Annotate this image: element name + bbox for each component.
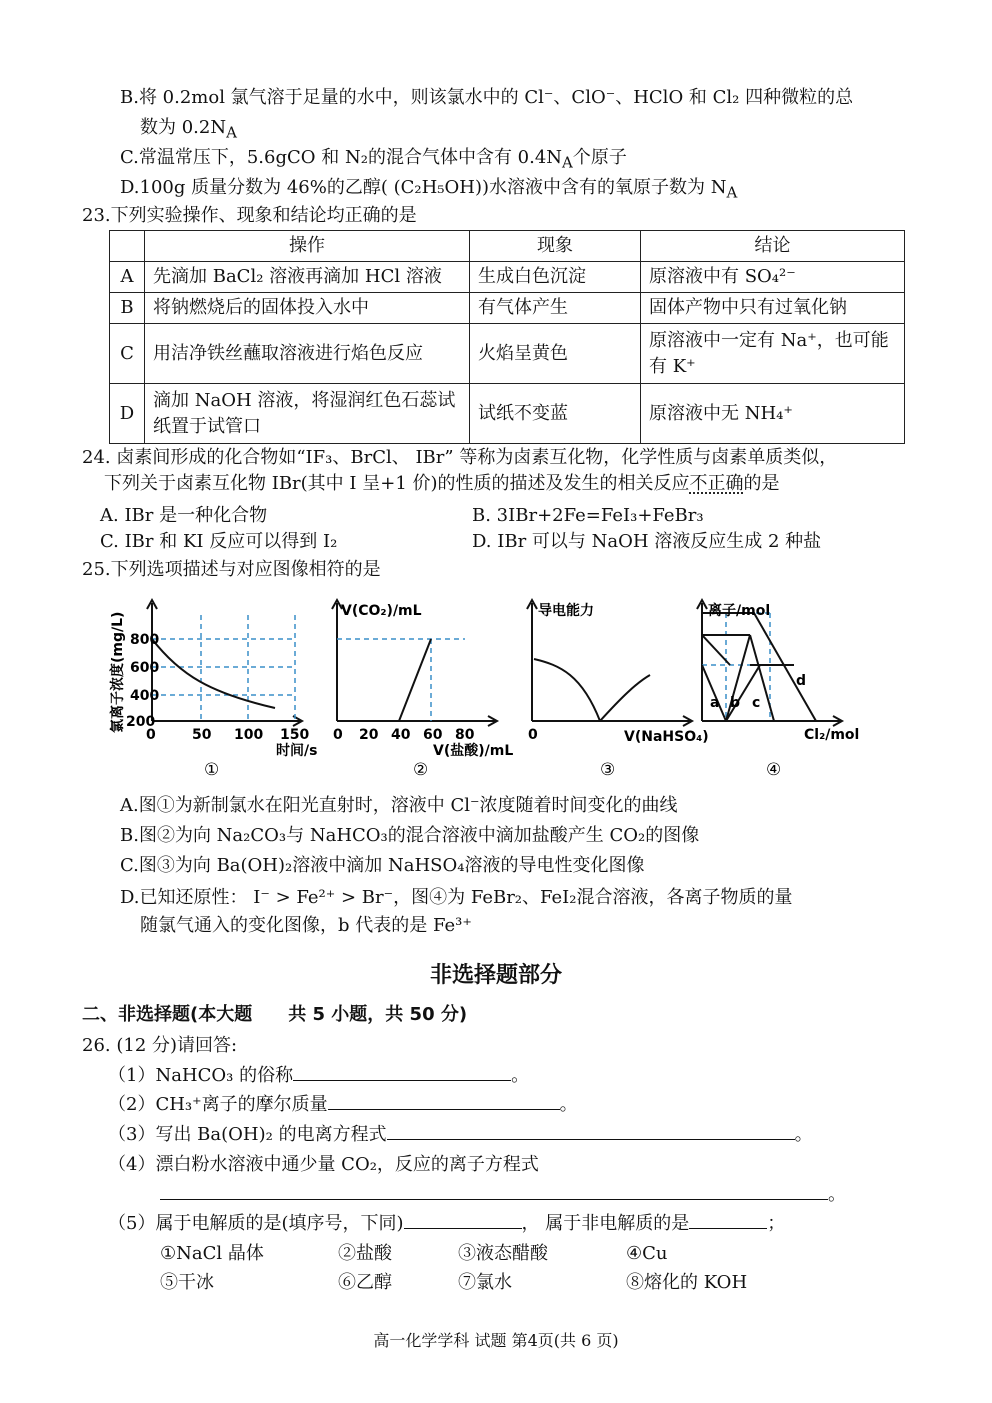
row-conclusion: 原溶液中有 SO₄²⁻ [641,262,905,293]
q26-sub1-answer-blank[interactable] [293,1064,511,1081]
g3-number: ③ [600,760,616,780]
g1-xtick-50: 50 [192,727,212,743]
q25-option-d-line1: D.已知还原性： I⁻ > Fe²⁺ > Br⁻，图④为 FeBr₂、FeI₂混合溶液，各离子物质的量 [120,887,793,908]
row-operation: 将钠燃烧后的固体投入水中 [145,293,470,324]
g1-xtick-100: 100 [234,727,264,743]
row-operation: 滴加 NaOH 溶液，将湿润红色石蕊试纸置于试管口 [145,384,470,444]
q25-option-b: B.图②为向 Na₂CO₃与 NaHCO₃的混合溶液中滴加盐酸产生 CO₂的图像 [120,825,700,846]
graph-3 [520,595,709,785]
q26-item-8: ⑧熔化的 KOH [626,1272,748,1293]
g4-xlabel: Cl₂/mol [804,727,860,743]
section-title: 非选择题部分 [429,963,562,988]
g1-ytick-600: 600 [130,660,160,676]
g1-ylabel: 氯离子浓度(mg/L) [110,611,126,733]
row-conclusion: 固体产物中只有过氧化钠 [641,293,905,324]
g4-curve-b: b [730,695,741,711]
q26-sub4: （4）漂白粉水溶液中通少量 CO₂，反应的离子方程式 [108,1154,539,1175]
row-phenomenon: 有气体产生 [470,293,641,324]
q26-sub5-semicolon: ； [767,1213,786,1234]
q22-option-d-text: D.100g 质量分数为 46%的乙醇( (C₂H₅OH))水溶液中含有的氧原子数为 N [120,177,727,198]
table-row [110,262,905,293]
q24-option-d: D. IBr 可以与 NaOH 溶液反应生成 2 种盐 [472,531,822,552]
q24-stem-line1: 24. 卤素间形成的化合物如“IF₃、BrCl、 IBr” 等称为卤素互化物，化学性质与卤素单质类似， [82,447,838,468]
header-conclusion: 结论 [641,231,905,262]
q26-sub3-text: （3）写出 Ba(OH)₂ 的电离方程式 [108,1124,387,1145]
q26-sub3 [108,1123,813,1147]
row-operation: 用洁净铁丝蘸取溶液进行焰色反应 [145,324,470,384]
q26-sub2-text: （2）CH₃⁺离子的摩尔质量 [108,1094,328,1115]
row-label: B [110,293,145,324]
q26-item-1: ①NaCl 晶体 [160,1243,264,1264]
q22-option-d [120,176,737,205]
header-blank [110,231,145,262]
g4-number: ④ [766,760,782,780]
q22-option-b-text: 数为 0.2N [140,117,227,138]
q26-item-7: ⑦氯水 [458,1272,512,1293]
g1-ytick-800: 800 [130,632,160,648]
g4-curve-c: c [752,695,761,711]
row-conclusion: 原溶液中无 NH₄⁺ [641,384,905,444]
table-row [110,324,905,384]
q22-option-c [120,146,627,175]
q26-sub3-answer-blank[interactable] [387,1123,795,1140]
q26-sub5-text2: ， 属于非电解质的是 [521,1213,690,1234]
q26-sub1-period: 。 [511,1065,530,1086]
g4-curve-a: a [710,695,720,711]
q24-stem-line2 [104,472,780,496]
q26-sub2 [108,1093,578,1117]
page-footer: 高一化学学科 试题 第4页(共 6 页) [373,1331,619,1350]
g1-xlabel: 时间/s [276,743,318,759]
table-row [110,384,905,444]
q26-item-3: ③液态醋酸 [458,1243,548,1264]
q26-sub2-period: 。 [559,1094,578,1115]
header-operation: 操作 [145,231,470,262]
q24-option-a: A. IBr 是一种化合物 [100,505,268,526]
q26-sub3-period: 。 [794,1124,813,1145]
graph-4 [690,595,880,785]
q26-sub5-nonelectrolyte-blank[interactable] [689,1212,767,1229]
q22-option-b-line1: B.将 0.2mol 氯气溶于足量的水中，则该氯水中的 Cl⁻、ClO⁻、HClO 和 Cl₂ 四种微粒的总 [120,87,854,108]
g2-xlabel: V(盐酸)/mL [433,743,514,759]
q24-option-c: C. IBr 和 KI 反应可以得到 I₂ [100,531,338,552]
g1-xtick-150: 150 [280,727,310,743]
q26-sub4-answer-blank[interactable] [160,1183,828,1200]
g1-xtick-0: 0 [146,727,156,743]
q25-stem: 25.下列选项描述与对应图像相符的是 [82,559,381,580]
q26-sub5-text: （5）属于电解质的是(填序号，下同) [108,1213,404,1234]
q26-item-6: ⑥乙醇 [338,1272,392,1293]
q26-sub4-answer-line [160,1183,846,1207]
row-conclusion: 原溶液中一定有 Na⁺，也可能有 K⁺ [641,324,905,384]
table-row [110,293,905,324]
q26-sub4-period: 。 [828,1184,846,1205]
g3-ylabel: 导电能力 [538,603,594,619]
row-label: A [110,262,145,293]
graph-1 [100,595,318,785]
q26-sub1 [108,1064,529,1088]
row-label: C [110,324,145,384]
q26-item-2: ②盐酸 [338,1243,392,1264]
g1-ytick-400: 400 [130,688,160,704]
q23-table [109,230,905,444]
part2-heading: 二、非选择题(本大题 共 5 小题，共 50 分) [82,1004,468,1025]
q26-item-4: ④Cu [626,1243,668,1264]
q25-option-c: C.图③为向 Ba(OH)₂溶液中滴加 NaHSO₄溶液的导电性变化图像 [120,855,645,876]
q26-sub5 [108,1212,785,1236]
q25-option-d-line2: 随氯气通入的变化图像，b 代表的是 Fe³⁺ [140,915,472,936]
header-phenomenon: 现象 [470,231,641,262]
row-label: D [110,384,145,444]
row-phenomenon: 火焰呈黄色 [470,324,641,384]
g2-xtick-0: 0 [333,727,343,743]
g1-number: ① [204,760,220,780]
q26-sub5-electrolyte-blank[interactable] [404,1212,522,1229]
g4-curve-d: d [796,673,807,689]
q23-stem: 23.下列实验操作、现象和结论均正确的是 [82,205,417,226]
q26-item-5: ⑤干冰 [160,1272,214,1293]
q24-option-b: B. 3IBr+2Fe=FeI₃+FeBr₃ [472,505,704,526]
g1-ytick-200: 200 [126,714,156,730]
g2-xtick-60: 60 [423,727,443,743]
table-header-row [110,231,905,262]
q22-option-c-sub: A [562,153,573,172]
q24-stem-end: 的是 [743,473,780,494]
g2-xtick-20: 20 [359,727,379,743]
q24-stem-emphasis: 不正确 [689,473,744,494]
graph-2 [325,595,525,785]
g3-xtick-0: 0 [528,727,538,743]
q22-option-d-sub: A [726,183,738,202]
row-phenomenon: 试纸不变蓝 [470,384,641,444]
q22-option-b-line2 [140,116,237,145]
g4-ylabel: 离子/mol [708,603,771,619]
q22-option-c-text: C.常温常压下，5.6gCO 和 N₂的混合气体中含有 0.4N [120,147,563,168]
g2-xtick-40: 40 [391,727,411,743]
g2-number: ② [413,760,429,780]
q25-option-a: A.图①为新制氯水在阳光直射时，溶液中 Cl⁻浓度随着时间变化的曲线 [120,795,678,816]
q26-sub1-text: （1）NaHCO₃ 的俗称 [108,1065,294,1086]
row-phenomenon: 生成白色沉淀 [470,262,641,293]
q24-stem-text: 下列关于卤素互化物 IBr(其中 I 呈+1 价)的性质的描述及发生的相关反应 [104,473,690,494]
g2-xtick-80: 80 [455,727,475,743]
q26-sub2-answer-blank[interactable] [328,1093,560,1110]
row-operation: 先滴加 BaCl₂ 溶液再滴加 HCl 溶液 [145,262,470,293]
q22-option-c-tail: 个原子 [572,147,627,168]
g3-xlabel: V(NaHSO₄) [624,729,709,745]
q22-option-b-sub: A [226,123,237,142]
q26-stem: 26. (12 分)请回答: [82,1035,238,1056]
g2-ylabel: V(CO₂)/mL [341,603,422,619]
